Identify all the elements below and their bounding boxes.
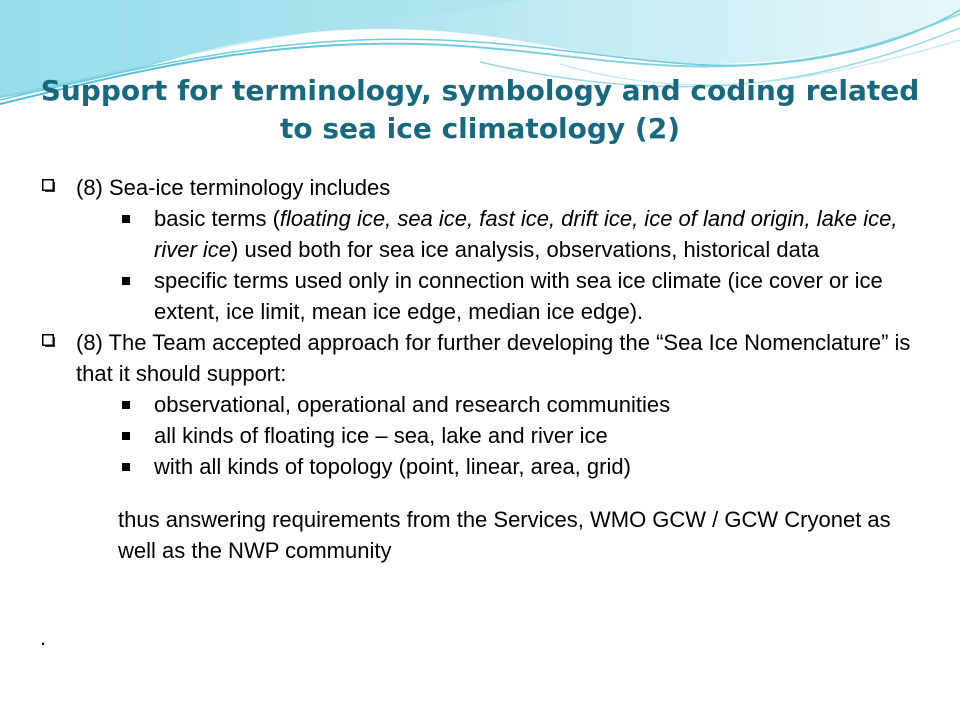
sub-bullet-specific-terms: [40, 265, 920, 327]
square-bullet-icon: [122, 432, 130, 440]
trailing-dot: .: [40, 625, 47, 650]
sub-bullet-topology: [40, 451, 920, 482]
sub-bullet-text: with all kinds of topology (point, linear, area, grid): [154, 454, 631, 479]
bullet-text: (8) The Team accepted approach for further developing the “Sea Ice Nomenclature” is that it should support:: [76, 330, 911, 386]
slide-body: [40, 172, 920, 566]
bullet-team-approach: [40, 327, 920, 389]
square-bullet-icon: [122, 215, 130, 223]
sub-bullet-basic-terms: [40, 203, 920, 265]
bullet-text: (8) Sea-ice terminology includes: [76, 175, 391, 200]
sub-bullet-text: observational, operational and research communities: [154, 392, 671, 417]
sub-bullet-text: all kinds of floating ice – sea, lake and river ice: [154, 423, 608, 448]
conclusion-text: thus answering requirements from the Services, WMO GCW / GCW Cryonet as well as the NWP community: [118, 507, 891, 563]
checkbox-bullet-icon: [42, 334, 56, 348]
slide-title-line-2: to sea ice climatology (2): [279, 112, 681, 145]
slide-title-line-1: Support for terminology, symbology and coding related: [40, 74, 920, 107]
sub-bullet-italic-text: floating ice, sea ice, fast ice, drift ice, ice of land origin, lake ice, river ice: [154, 206, 898, 262]
bullet-sea-ice-terminology: [40, 172, 920, 203]
sub-bullet-communities: [40, 389, 920, 420]
sub-bullet-floating-ice: [40, 420, 920, 451]
sub-bullet-text: ) used both for sea ice analysis, observations, historical data: [231, 237, 820, 262]
sub-bullet-text: specific terms used only in connection with sea ice climate (ice cover or ice extent, ice limit, mean ice edge, median ice edge).: [154, 268, 883, 324]
slide-title: [30, 72, 930, 148]
spacer: [40, 482, 920, 504]
checkbox-bullet-icon: [42, 179, 56, 193]
square-bullet-icon: [122, 277, 130, 285]
sub-bullet-text: basic terms (: [154, 206, 280, 231]
square-bullet-icon: [122, 401, 130, 409]
square-bullet-icon: [122, 463, 130, 471]
